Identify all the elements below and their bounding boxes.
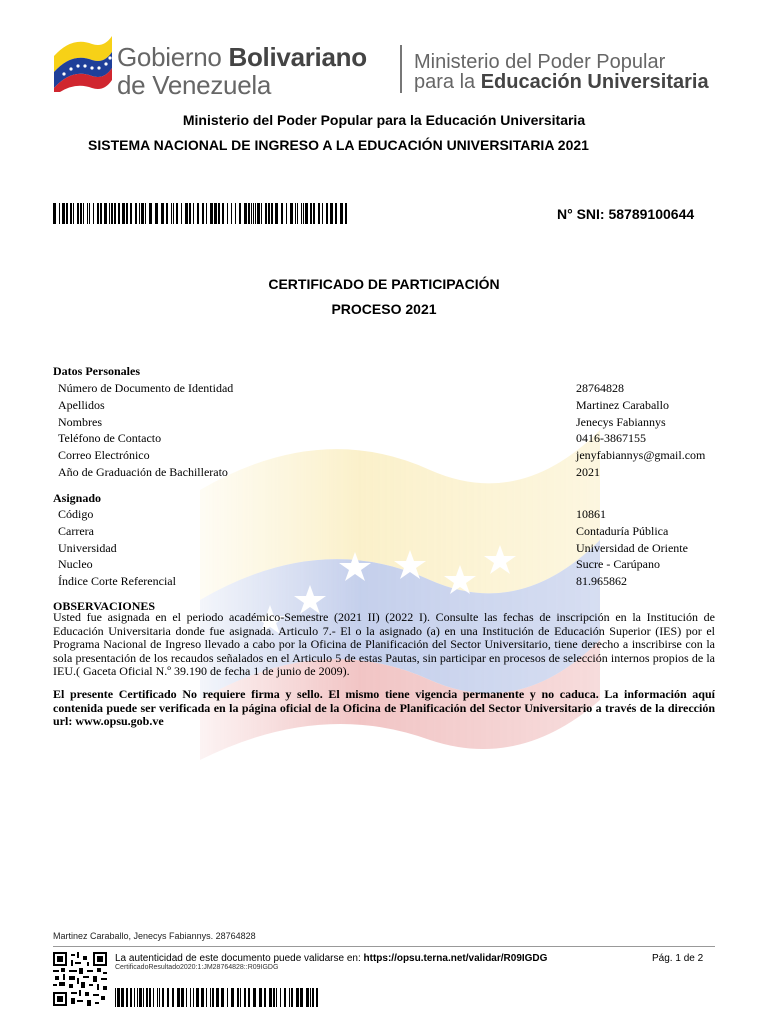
barcode-bar [289,988,290,1007]
barcode-bar [83,203,84,224]
barcode-bar [121,988,124,1007]
barcode-bar [177,988,180,1007]
surnames-label: Apellidos [58,398,105,412]
sni-number: N° SNI: 58789100644 [557,206,695,222]
barcode-bar [161,203,164,224]
email-label: Correo Electrónico [58,448,150,462]
barcode-bar [235,203,236,224]
barcode-bar [80,203,82,224]
phone-value: 0416-3867155 [576,431,646,445]
barcode-bar [146,988,148,1007]
barcode-bar [201,988,204,1007]
barcode-bar [155,203,158,224]
barcode-bar [295,203,296,224]
career-value: Contaduría Pública [576,524,669,538]
barcode-bar [216,988,219,1007]
barcode-bar [143,988,144,1007]
barcode-bar [239,203,241,224]
barcode-bar [70,203,72,224]
barcode-bar [130,203,132,224]
barcode-bar [253,988,256,1007]
barcode-bar [303,203,304,224]
barcode-bar [153,988,154,1007]
barcode-bar [157,988,158,1007]
footer-barcode [115,988,319,1007]
barcode-bar [281,203,283,224]
ministerio-logo-line1: Ministerio del Poder Popular [414,51,666,73]
barcode-bar [214,203,217,224]
barcode-bar [171,203,172,224]
code-value: 10861 [576,507,606,521]
barcode-bar [269,988,272,1007]
career-label: Carrera [58,524,94,538]
barcode-bar [190,988,191,1007]
barcode-bar [301,203,302,224]
barcode-bar [265,203,267,224]
graduation-year-value: 2021 [576,465,600,479]
barcode-bar [89,203,90,224]
barcode-bar [97,203,99,224]
qr-code [53,952,107,1006]
barcode-bar [100,203,102,224]
barcode-bar [316,988,318,1007]
nucleus-value: Sucre - Carúpano [576,557,660,571]
barcode-bar [139,203,140,224]
validation-text: La autenticidad de este documento puede validarse en: https://opsu.terna.net/validar/R09IGDG [115,953,548,964]
barcode-bar [261,203,262,224]
barcode-bar [77,203,79,224]
observations-text: Usted fue asignada en el periodo académico-Semestre (2021 II) (2022 I). Consulte las fechas de inscripción en la Institución de Educación Universitaria donde fue asignada. Articulo 7.- El o la asignado (a) en una Institución de Educación Superior (IES) por el Programa Nacional de Ingreso llevado a cabo por la Oficina de Planificación del Sector Universitario, tiene derecho a inscribirse con la sola presentación de los recaudos señalados en el Articulo 5 de estas Pautas, sin participar en procesos de selección internos propios de la IEU.( Gaceta Oficial N.º 39.190 de fecha 1 de junio de 2009). [53,610,715,678]
barcode-bar [196,988,199,1007]
barcode-bar [166,203,168,224]
barcode-bar [181,988,184,1007]
system-title: SISTEMA NACIONAL DE INGRESO A LA EDUCACIÓN UNIVERSITARIA 2021 [88,137,589,153]
barcode-bar [244,988,246,1007]
gobierno-logo-line1: Gobierno Bolivariano [117,42,367,72]
barcode-bar [251,203,252,224]
barcode-bar [312,988,314,1007]
barcode-bar [240,988,241,1007]
barcode-bar [173,203,174,224]
footer-student-name: Martinez Caraballo, Jenecys Fabiannys. 28764828 [53,931,256,941]
barcode-bar [296,988,299,1007]
barcode-bar [264,988,266,1007]
barcode-bar [310,988,311,1007]
barcode-bar [253,203,254,224]
barcode-bar [202,203,204,224]
ministerio-logo-line2: para la Educación Universitaria [414,71,709,93]
code-label: Código [58,507,94,521]
barcode-bar [53,203,56,224]
barcode-bar [297,203,298,224]
cutoff-index-value: 81.965862 [576,574,627,588]
barcode-bar [114,203,117,224]
barcode-bar [276,988,277,1007]
id-number-value: 28764828 [576,381,624,395]
barcode-bar [330,203,333,224]
barcode-bar [271,203,273,224]
barcode-bar [248,203,250,224]
barcode-bar [300,988,303,1007]
barcode-bar [93,203,94,224]
barcode-bar [193,203,194,224]
barcode-bar [210,203,213,224]
names-label: Nombres [58,415,102,429]
university-value: Universidad de Oriente [576,541,688,555]
barcode-bar [275,203,278,224]
validation-link[interactable]: https://opsu.terna.net/validar/R09IGDG [363,953,548,964]
university-label: Universidad [58,541,117,555]
barcode-bar [167,988,169,1007]
barcode-bar [310,203,312,224]
barcode-bar [257,203,260,224]
barcode-bar [197,203,199,224]
barcode-bar [134,988,135,1007]
barcode-bar [335,203,337,224]
barcode-bar [62,203,65,224]
barcode-bar [141,203,144,224]
barcode-bar [322,203,323,224]
barcode-bar [210,988,211,1007]
barcode-bar [185,203,188,224]
barcode-bar [162,988,164,1007]
barcode-bar [305,203,308,224]
certificate-title: CERTIFICADO DE PARTICIPACIÓN [268,276,500,292]
barcode-bar [284,988,286,1007]
barcode-bar [227,988,228,1007]
barcode-bar [186,988,187,1007]
page-number: Pág. 1 de 2 [652,953,704,964]
barcode-bar [109,203,110,224]
barcode-bar [66,203,68,224]
barcode-bar [139,988,142,1007]
barcode-bar [340,203,343,224]
barcode-bar [255,203,256,224]
barcode-bar [181,203,182,224]
personal-data-heading: Datos Personales [53,364,140,378]
phone-label: Teléfono de Contacto [58,431,162,445]
barcode-bar [286,203,287,224]
barcode-bar [231,988,234,1007]
graduation-year-label: Año de Graduación de Bachillerato [58,465,228,479]
names-value: Jenecys Fabiannys [576,415,666,429]
barcode-bar [115,988,116,1007]
barcode-bar [59,203,60,224]
document-code: CertificadoResultado2020:1:JM28764828::R09IGDG [115,964,279,971]
barcode-bar [159,988,160,1007]
barcode-bar [117,988,120,1007]
barcode-bar [126,988,128,1007]
surnames-value: Martinez Caraballo [576,398,669,412]
barcode-bar [268,203,270,224]
assigned-heading: Asignado [53,491,102,505]
barcode-bar [135,203,137,224]
barcode-bar [259,988,262,1007]
barcode-bar [280,988,281,1007]
barcode-bar [218,203,220,224]
barcode-bar [227,203,228,224]
cutoff-index-label: Índice Corte Referencial [58,574,176,588]
barcode-bar [176,203,178,224]
barcode-bar [237,988,239,1007]
barcode-bar [318,203,320,224]
barcode [53,203,349,224]
process-title: PROCESO 2021 [331,301,437,317]
footer-divider [53,946,715,947]
barcode-bar [326,203,328,224]
barcode-bar [221,988,224,1007]
barcode-bar [206,988,207,1007]
barcode-bar [291,988,293,1007]
barcode-bar [111,203,113,224]
barcode-bar [87,203,88,224]
barcode-bar [231,203,232,224]
barcode-bar [130,988,132,1007]
barcode-bar [172,988,174,1007]
observations-heading: OBSERVACIONES [53,599,156,613]
barcode-bar [313,203,315,224]
email-value: jenyfabiannys@gmail.com [576,448,706,462]
barcode-bar [122,203,125,224]
barcode-bar [273,988,275,1007]
barcode-bar [206,203,207,224]
barcode-bar [149,988,151,1007]
id-number-label: Número de Documento de Identidad [58,381,234,395]
barcode-bar [244,203,247,224]
barcode-bar [189,203,191,224]
barcode-bar [345,203,347,224]
barcode-bar [290,203,293,224]
venezuela-flag-logo [52,30,114,92]
barcode-bar [137,988,138,1007]
barcode-bar [248,988,250,1007]
barcode-bar [145,203,146,224]
barcode-bar [149,203,152,224]
barcode-bar [212,988,214,1007]
barcode-bar [73,203,74,224]
barcode-bar [118,203,120,224]
barcode-bar [222,203,224,224]
nucleus-label: Nucleo [58,557,93,571]
barcode-bar [193,988,194,1007]
validity-note: El presente Certificado No requiere firma y sello. El mismo tiene vigencia permanente y no caduca. La información aquí contenida puede ser verificada en la página oficial de la Oficina de Planificación del Sector Universitario a través de la dirección url: www.opsu.gob.ve [53,687,715,728]
gobierno-logo-line2: de Venezuela [117,70,271,100]
ministry-title: Ministerio del Poder Popular para la Educación Universitaria [182,112,586,128]
barcode-bar [104,203,107,224]
barcode-bar [306,988,309,1007]
logo-divider [400,45,402,93]
barcode-bar [126,203,128,224]
